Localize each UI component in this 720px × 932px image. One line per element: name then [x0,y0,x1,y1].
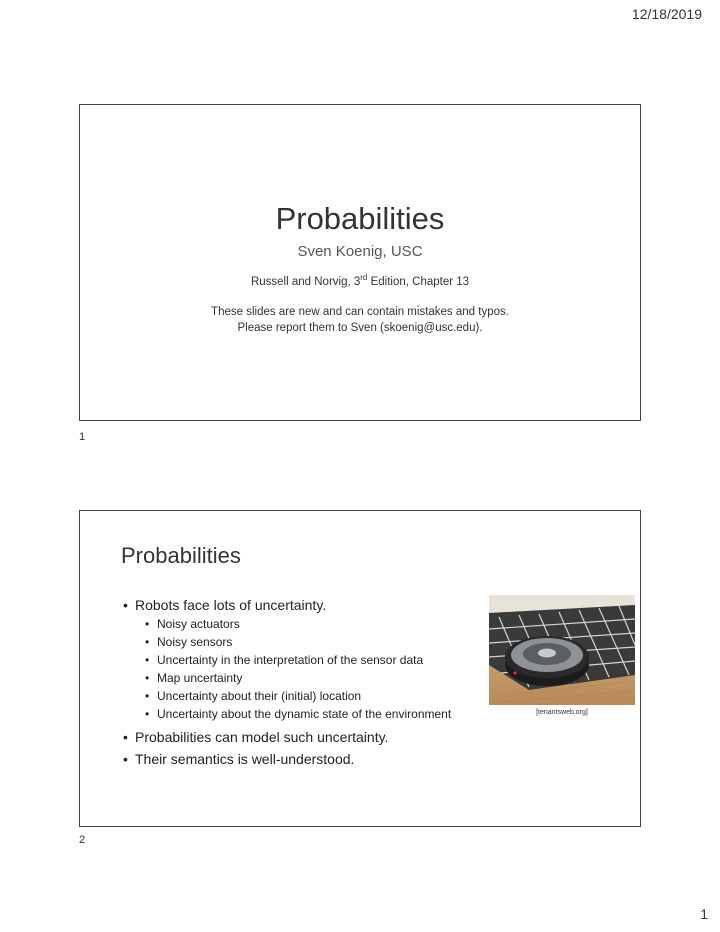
sub-bullet: • Map uncertainty [145,669,451,687]
print-date: 12/18/2019 [631,6,702,22]
disclaimer-line-1: These slides are new and can contain mistakes and typos. [211,306,509,318]
sub-bullet: • Noisy sensors [145,633,451,651]
sub-bullet: • Uncertainty about the dynamic state of the environment [145,705,451,723]
sub-bullet-list [135,615,451,723]
slide-1-number: 1 [79,431,86,443]
reference-prefix: Russell and Norvig, 3 [250,275,361,288]
slide-2 [79,510,641,827]
page-number: 1 [700,906,708,922]
bullet-semantics: • Their semantics is well-understood. [123,751,451,767]
slide-1-author: Sven Koenig, USC [297,243,423,260]
slide-2-title: Probabilities [121,543,241,568]
bullet-probabilities-model: • Probabilities can model such uncertainty. [123,729,451,745]
slide-2-bullet-list [123,597,451,773]
image-caption: [tenantsweb.org] [536,709,588,716]
bullet-text: Robots face lots of uncertainty. [135,597,327,613]
slide-1 [79,104,641,421]
sub-bullet: • Uncertainty in the interpretation of the sensor data [145,651,451,669]
disclaimer-line-2: Please report them to Sven (skoenig@usc.edu). [237,322,483,334]
slide-1-disclaimer [80,304,640,336]
reference-suffix: Edition, Chapter 13 [367,275,470,288]
bullet-robots-uncertainty [123,597,451,723]
robot-vacuum-illustration [489,595,635,705]
slide-1-reference [80,273,640,288]
sub-bullet: • Noisy actuators [145,615,451,633]
sub-bullet: • Uncertainty about their (initial) location [145,687,451,705]
robot-vacuum-image [489,595,635,705]
reference-superscript: rd [360,273,368,282]
slide-1-title: Probabilities [275,201,445,236]
slide-2-number: 2 [79,834,86,846]
